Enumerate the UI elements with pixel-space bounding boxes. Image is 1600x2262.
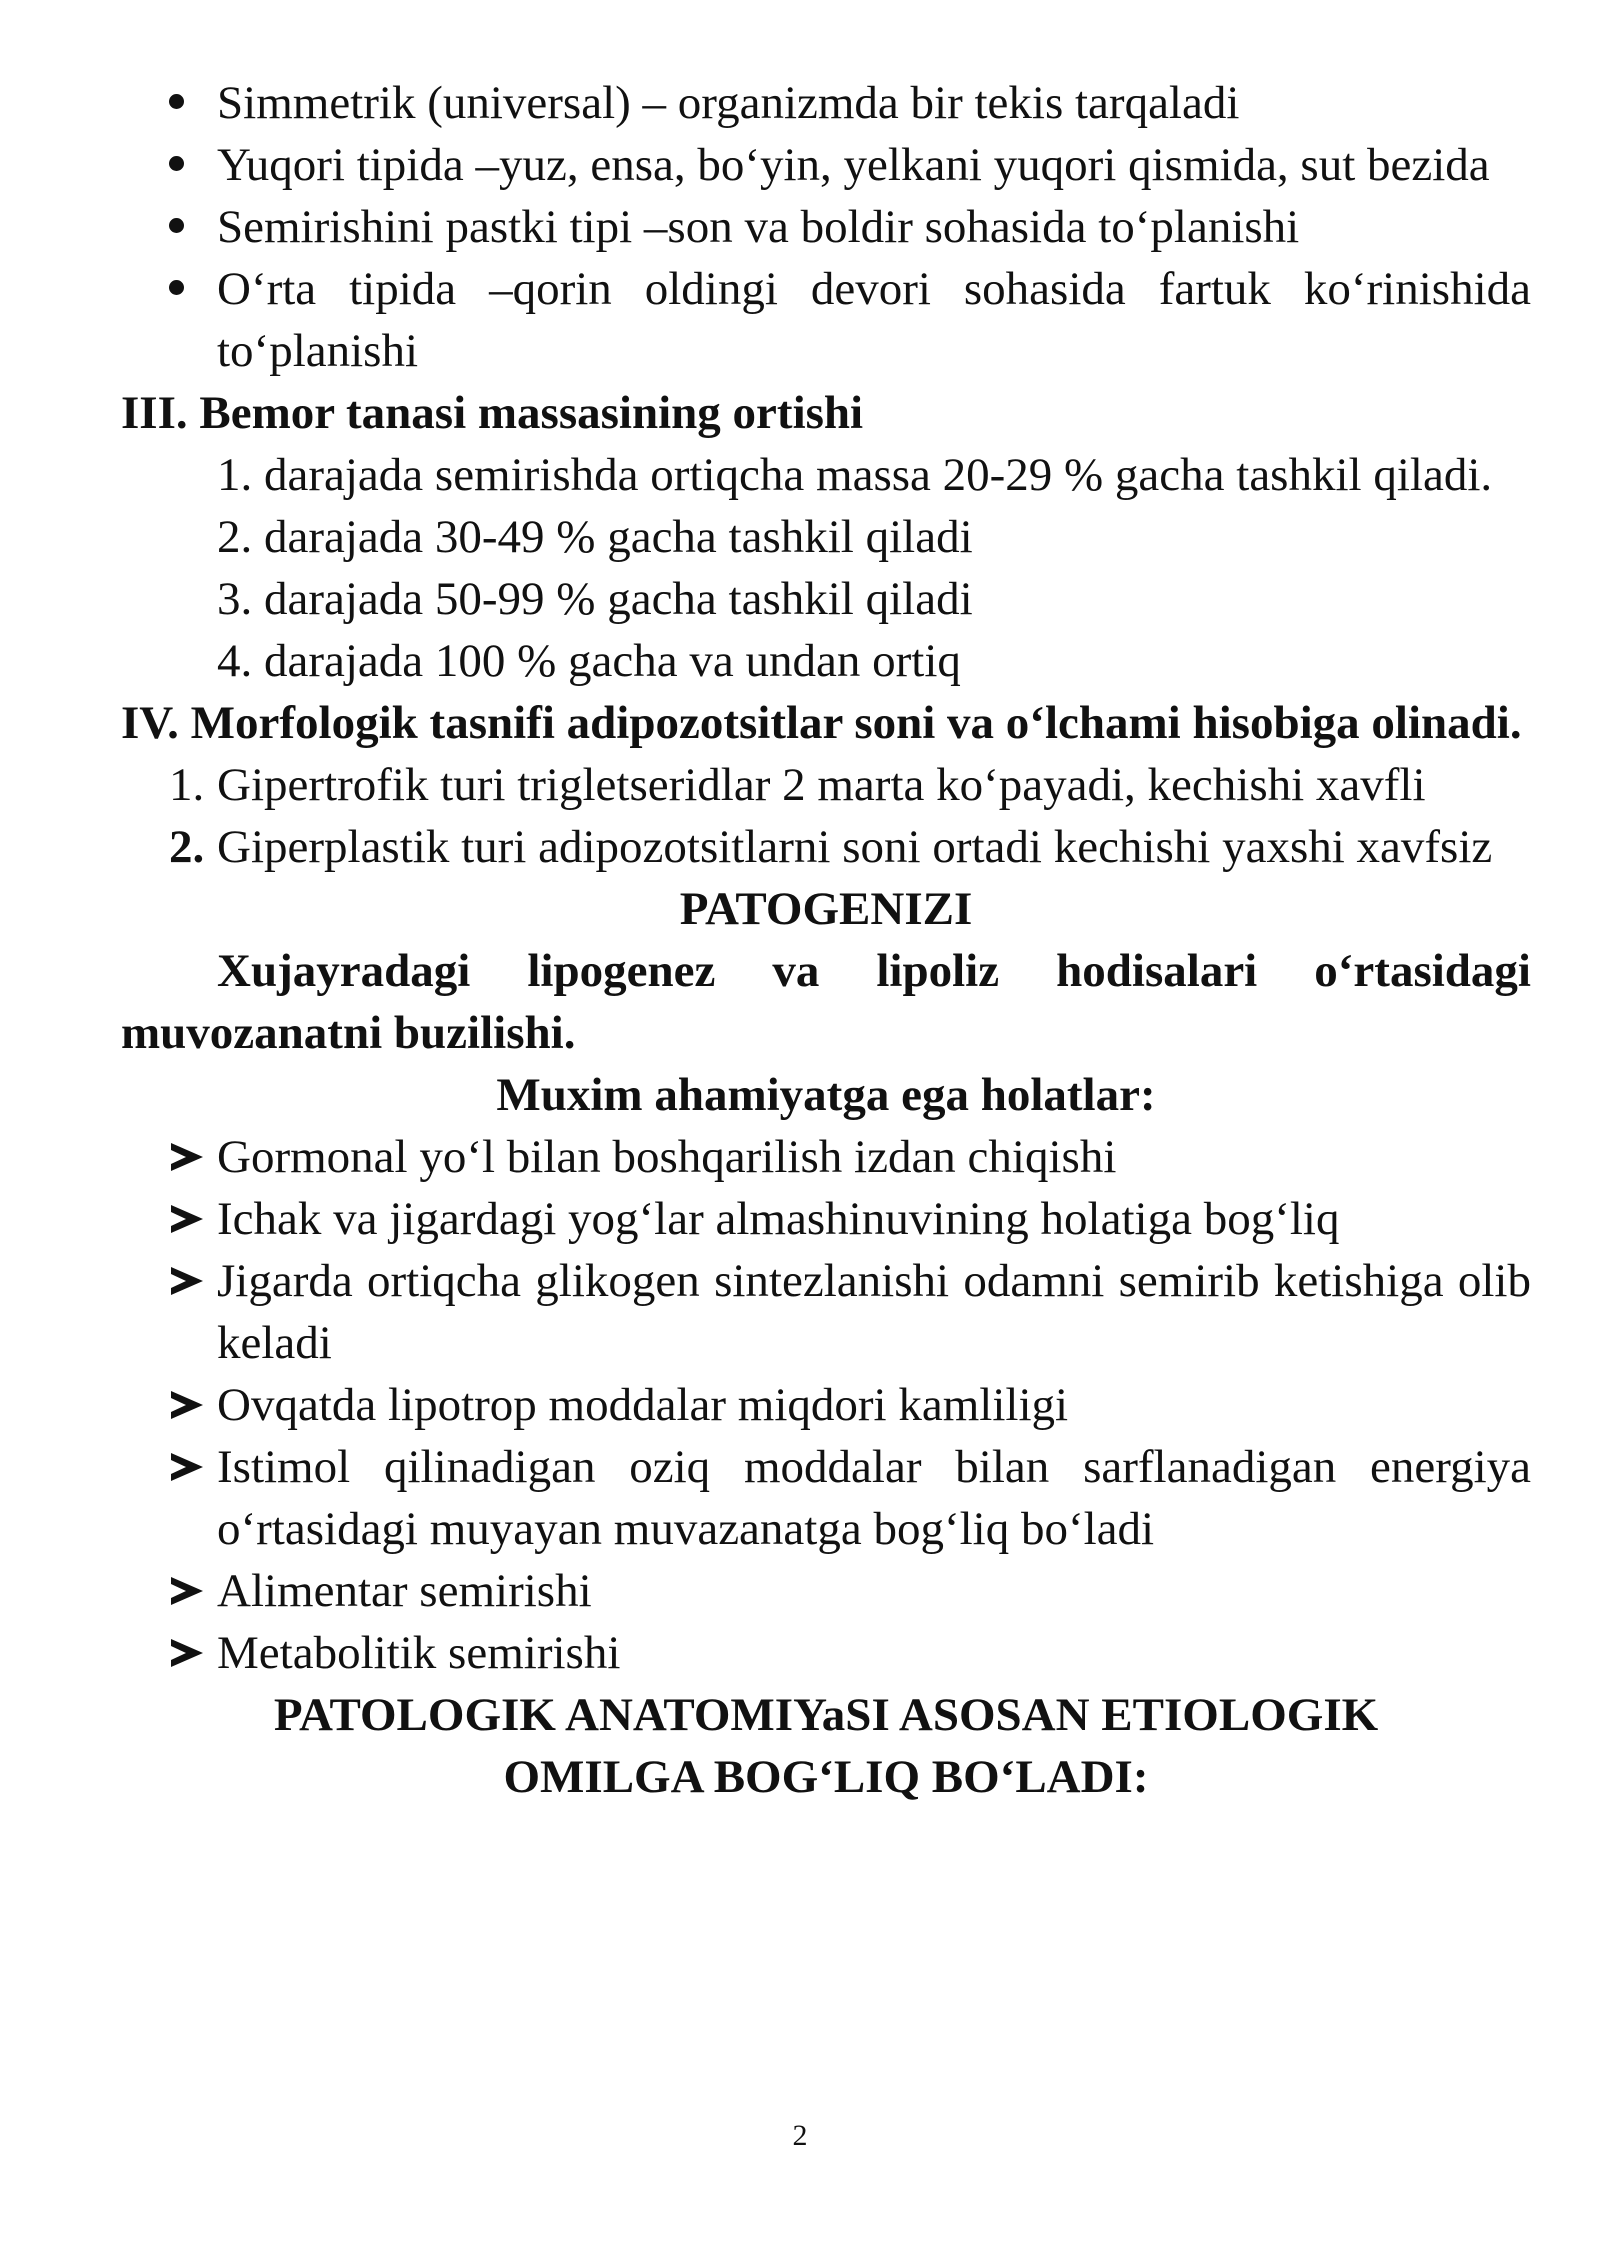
list-item-text: Ichak va jigardagi yog‘lar almashinuvining holatiga bog‘liq: [217, 1193, 1340, 1245]
pathology-heading-line1: PATOLOGIK ANATOMIYaSI ASOSAN ETIOLOGIK: [273, 1689, 1379, 1741]
section-heading-mass: III. Bemor tanasi massasining ortishi: [121, 387, 864, 439]
list-item: [121, 1622, 1531, 1684]
pathogenesis-subheading: Muxim ahamiyatga ega holatlar:: [496, 1069, 1156, 1121]
list-item-text: Ovqatda lipotrop moddalar miqdori kamliligi: [217, 1379, 1069, 1431]
list-item: [121, 1436, 1531, 1560]
bullet-icon: [169, 156, 184, 171]
list-item-text: Jigarda ortiqcha glikogen sintezlanishi odamni semirib ketishiga olib keladi: [217, 1255, 1531, 1369]
degree-paragraph: 4. darajada 100 % gacha va undan ortiq: [217, 635, 961, 687]
list-item-text: Metabolitik semirishi: [217, 1627, 621, 1679]
list-item: [121, 1188, 1531, 1250]
list-item: [121, 754, 1531, 816]
list-item-text: Alimentar semirishi: [217, 1565, 592, 1617]
arrow-bullet-icon: [171, 1453, 203, 1481]
list-item-text: Gipertrofik turi trigletseridlar 2 marta ko‘payadi, kechishi xavfli: [217, 759, 1426, 811]
list-item: [121, 1374, 1531, 1436]
list-item-text: Yuqori tipida –yuz, ensa, bo‘yin, yelkani yuqori qismida, sut bezida: [217, 139, 1490, 191]
list-item-text: Simmetrik (universal) – organizmda bir tekis tarqaladi: [217, 77, 1240, 129]
arrow-bullet-icon: [171, 1205, 203, 1233]
list-item: [121, 258, 1531, 382]
bullet-icon: [169, 280, 184, 295]
arrow-bullet-icon: [171, 1267, 203, 1295]
pathology-heading-line2: OMILGA BOG‘LIQ BO‘LADI:: [503, 1751, 1149, 1803]
section-heading-morphology: IV. Morfologik tasnifi adipozotsitlar soni va o‘lchami hisobiga olinadi.: [121, 697, 1522, 749]
arrow-bullet-icon: [171, 1143, 203, 1171]
list-item: [121, 196, 1531, 258]
page-number: 2: [792, 2119, 808, 2152]
list-item: [121, 1250, 1531, 1374]
list-number: 1.: [169, 759, 205, 811]
list-item: [121, 134, 1531, 196]
list-item-text: Semirishini pastki tipi –son va boldir sohasida to‘planishi: [217, 201, 1300, 253]
list-item-text: Giperplastik turi adipozotsitlarni soni ortadi kechishi yaxshi xavfsiz: [217, 821, 1493, 873]
arrow-bullet-icon: [171, 1639, 203, 1667]
list-item-text: Gormonal yo‘l bilan boshqarilish izdan chiqishi: [217, 1131, 1117, 1183]
list-item-text: Istimol qilinadigan oziq moddalar bilan sarflanadigan energiya o‘rtasidagi muyayan muvazanatga bog‘liq bo‘ladi: [217, 1441, 1531, 1555]
bullet-icon: [169, 94, 184, 109]
degree-paragraph: 2. darajada 30-49 % gacha tashkil qiladi: [217, 511, 973, 563]
list-item: [121, 1126, 1531, 1188]
arrow-bullet-icon: [171, 1577, 203, 1605]
list-item: [121, 72, 1531, 134]
list-number: 2.: [169, 821, 205, 873]
list-item: [121, 1560, 1531, 1622]
arrow-bullet-icon: [171, 1391, 203, 1419]
pathogenesis-list: [121, 1126, 1531, 1684]
document-page: [121, 72, 1531, 1808]
pathogenesis-intro: Xujayradagi lipogenez va lipoliz hodisalari o‘rtasidagi muvozanatni buzilishi.: [121, 945, 1531, 1059]
bullet-icon: [169, 218, 184, 233]
list-item: [121, 816, 1531, 878]
morphology-list: [121, 754, 1531, 878]
obesity-type-list: [121, 72, 1531, 382]
degree-paragraph: 1. darajada semirishda ortiqcha massa 20-29 % gacha tashkil qiladi.: [217, 449, 1493, 501]
list-item-text: O‘rta tipida –qorin oldingi devori sohasida fartuk ko‘rinishida to‘planishi: [217, 263, 1531, 377]
degree-paragraph: 3. darajada 50-99 % gacha tashkil qiladi: [217, 573, 973, 625]
pathogenesis-heading: PATOGENIZI: [679, 883, 973, 935]
